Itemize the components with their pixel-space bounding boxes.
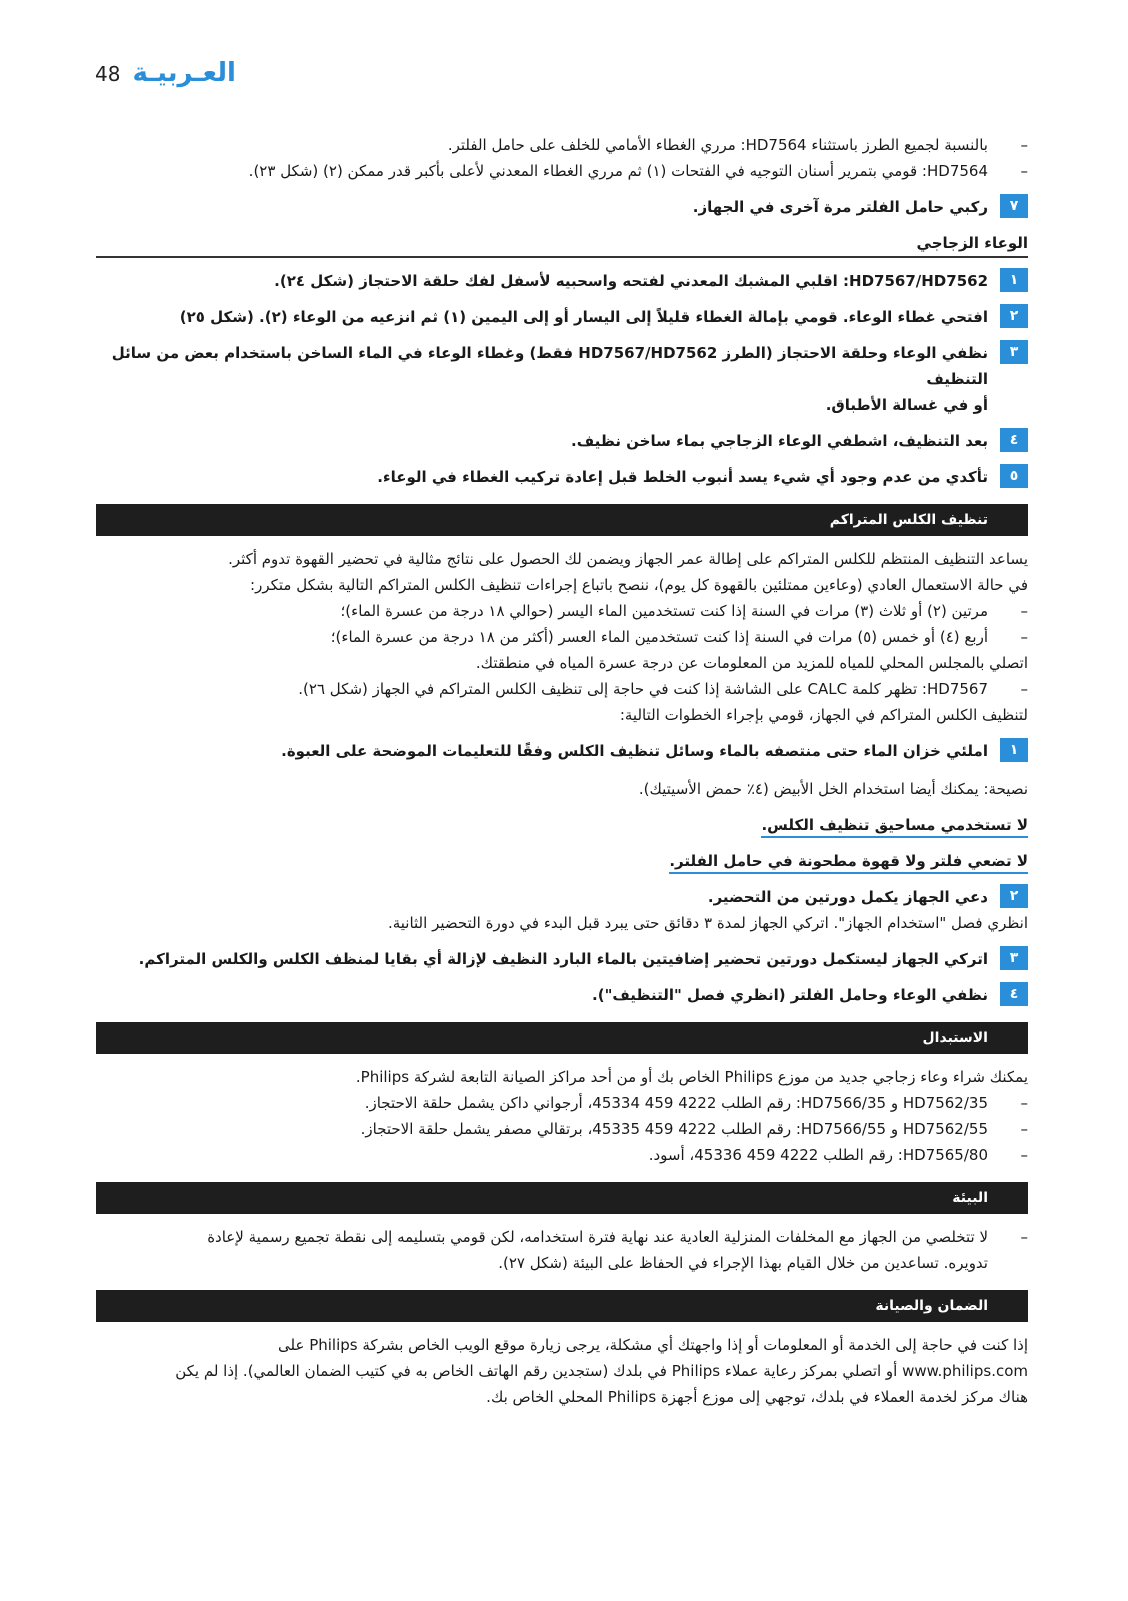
step-number: ٣ [1000, 946, 1028, 970]
intro-bullet-1: – بالنسبة لجميع الطرز باستثناء HD7564: مرري الغطاء الأمامي للخلف على حامل الفلتر. [96, 132, 1028, 158]
glass-jug-heading: الوعاء الزجاجي [96, 234, 1028, 258]
jug-step-2 [96, 304, 1028, 330]
jug-step-5 [96, 464, 1028, 490]
step-text: ركبي حامل الفلتر مرة آخرى في الجهاز. [692, 198, 988, 216]
jug-step-1 [96, 268, 1028, 294]
step-text: املئي خزان الماء حتى منتصفه بالماء وسائل تنظيف الكلس وفقًا للتعليمات الموضحة على العبوة. [281, 742, 988, 760]
language-title: العـربيـة [132, 58, 236, 88]
descaling-paragraph-3: اتصلي بالمجلس المحلي للمياه للمزيد من المعلومات عن درجة عسرة المياه في منطقتك. [475, 654, 1028, 672]
step-text: افتحي غطاء الوعاء. قومي بإمالة الغطاء قليلاً إلى اليسار أو إلى اليمين (١) ثم انزعيه من الوعاء (٢). (شكل ٢٥) [179, 308, 988, 326]
environment-bullet-continued: تدويره. تساعدين من خلال القيام بهذا الإجراء في الحفاظ على البيئة (شكل ٢٧). [498, 1254, 988, 1272]
step-number: ٧ [1000, 194, 1028, 218]
step-number: ٤ [1000, 982, 1028, 1006]
jug-step-4 [96, 428, 1028, 454]
warranty-line-1: إذا كنت في حاجة إلى الخدمة أو المعلومات أو إذا واجهتك أي مشكلة، يرجى زيارة موقع الويب الخاص بشركة Philips على [278, 1336, 1028, 1354]
step-number: ٣ [1000, 340, 1028, 364]
step-2-note: انظري فصل "استخدام الجهاز". اتركي الجهاز لمدة ٣ دقائق حتى يبرد قبل البدء في دورة التحضير الثانية. [387, 914, 1028, 932]
descaling-bullet-1: – مرتين (٢) أو ثلاث (٣) مرات في السنة إذا كنت تستخدمين الماء اليسر (حوالي ١٨ درجة من عسرة الماء)؛ [96, 598, 1028, 624]
step-text: دعي الجهاز يكمل دورتين من التحضير. [707, 888, 988, 906]
step-text: بعد التنظيف، اشطفي الوعاء الزجاجي بماء ساخن نظيف. [571, 432, 988, 450]
warranty-section-heading: الضمان والصيانة [96, 1290, 1028, 1322]
replacement-bullet-1: – HD7562/35 و HD7566/35: رقم الطلب 4222 459 45334، أرجواني داكن يشمل حلقة الاحتجاز. [96, 1090, 1028, 1116]
step-number: ٥ [1000, 464, 1028, 488]
document-body [96, 132, 1028, 1410]
warning-no-descaling-powders: لا تستخدمي مساحيق تنظيف الكلس. [761, 814, 1028, 838]
step-text: HD7567/HD7562: اقلبي المشبك المعدني لفتحه واسحبيه لأسفل لفك حلقة الاحتجاز (شكل ٢٤). [274, 272, 988, 290]
warranty-line-3: هناك مركز لخدمة العملاء في بلدك، توجهي إلى موزع أجهزة Philips المحلي الخاص بك. [486, 1388, 1028, 1406]
descale-step-2 [96, 884, 1028, 910]
step-text: تأكدي من عدم وجود أي شيء يسد أنبوب الخلط قبل إعادة تركيب الغطاء في الوعاء. [377, 468, 988, 486]
descaling-bullet-2: – أربع (٤) أو خمس (٥) مرات في السنة إذا كنت تستخدمين الماء العسر (أكثر من ١٨ درجة من عسرة الماء)؛ [96, 624, 1028, 650]
page-header [95, 58, 236, 88]
step-text: نظفي الوعاء وحامل الفلتر (انظري فصل "التنظيف"). [592, 986, 988, 1004]
descaling-paragraph-1: يساعد التنظيف المنتظم للكلس المتراكم على إطالة عمر الجهاز ويضمن لك الحصول على نتائج مثالية في تحضير القهوة تدوم أكثر. [228, 550, 1028, 568]
environment-section-heading: البيئة [96, 1182, 1028, 1214]
step-text: اتركي الجهاز ليستكمل دورتين تحضير إضافيتين بالماء البارد النظيف لإزالة أي بقايا لمنظف الكلس والكلس المتراكم. [138, 950, 988, 968]
jug-step-3 [96, 340, 1028, 418]
replacement-bullet-2: – HD7562/55 و HD7566/55: رقم الطلب 4222 459 45335، برتقالي مصفر يشمل حلقة الاحتجاز. [96, 1116, 1028, 1142]
replacement-paragraph: يمكنك شراء وعاء زجاجي جديد من موزع Philips الخاص بك أو من أحد مراكز الصيانة التابعة لشركة Philips. [355, 1068, 1028, 1086]
step-text-continued: أو في غسالة الأطباق. [825, 396, 988, 414]
step-number: ٤ [1000, 428, 1028, 452]
page-number: 48 [95, 62, 121, 86]
calc-bullet: – HD7567: تظهر كلمة CALC على الشاشة إذا كنت في حاجة إلى تنظيف الكلس المتراكم في الجهاز (شكل ٢٦). [96, 676, 1028, 702]
replacement-section-heading: الاستبدال [96, 1022, 1028, 1054]
replacement-bullet-3: – HD7565/80: رقم الطلب 4222 459 45336، أسود. [96, 1142, 1028, 1168]
descaling-paragraph-4: لتنظيف الكلس المتراكم في الجهاز، قومي بإجراء الخطوات التالية: [619, 706, 1028, 724]
step-number: ٢ [1000, 884, 1028, 908]
step-text: نظفي الوعاء وحلقة الاحتجاز (الطرز HD7567/HD7562 فقط) وغطاء الوعاء في الماء الساخن باستخدام بعض من سائل التنظيف [111, 344, 988, 388]
step-number: ١ [1000, 738, 1028, 762]
step-7 [96, 194, 1028, 220]
step-number: ١ [1000, 268, 1028, 292]
descale-step-1 [96, 738, 1028, 764]
descale-step-4 [96, 982, 1028, 1008]
intro-bullet-2: – HD7564: قومي بتمرير أسنان التوجيه في الفتحات (١) ثم مرري الغطاء المعدني لأعلى بأكبر قدر ممكن (٢) (شكل ٢٣). [96, 158, 1028, 184]
warning-no-filter: لا تضعي فلتر ولا قهوة مطحونة في حامل الفلتر. [669, 850, 1028, 874]
descale-step-3 [96, 946, 1028, 972]
step-number: ٢ [1000, 304, 1028, 328]
tip-text: نصيحة: يمكنك أيضا استخدام الخل الأبيض (٤٪ حمض الأسيتيك). [638, 780, 1028, 798]
descaling-paragraph-2: في حالة الاستعمال العادي (وعاءين ممتلئين بالقهوة كل يوم)، ننصح باتباع إجراءات تنظيف الكلس المتراكم التالية بشكل متكرر: [250, 576, 1028, 594]
environment-bullet: – لا تتخلصي من الجهاز مع المخلفات المنزلية العادية عند نهاية فترة استخدامه، لكن قومي بتسليمه إلى نقطة تجميع رسمية لإعادة [96, 1224, 1028, 1250]
warranty-line-2: www.philips.com أو اتصلي بمركز رعاية عملاء Philips في بلدك (ستجدين رقم الهاتف الخاص به في كتيب الضمان العالمي). إذا لم يكن [175, 1362, 1028, 1380]
descaling-section-heading: تنظيف الكلس المتراكم [96, 504, 1028, 536]
